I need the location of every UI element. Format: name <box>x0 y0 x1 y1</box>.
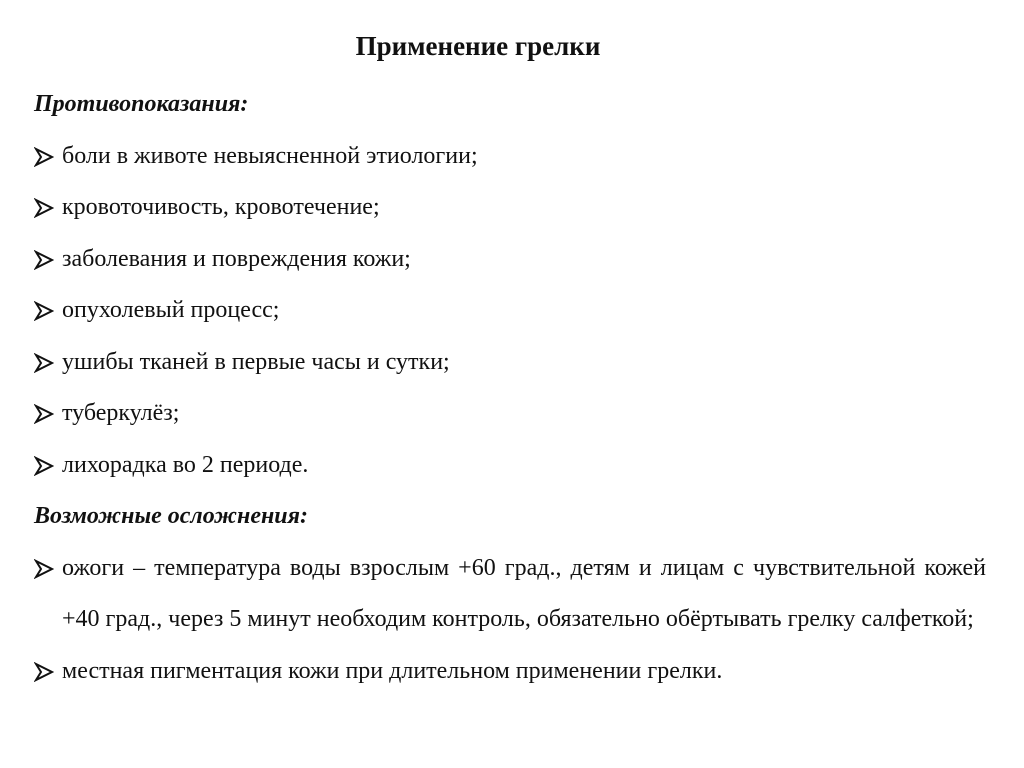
list-item-text: туберкулёз; <box>62 400 180 426</box>
list-item-text: заболевания и повреждения кожи; <box>62 245 411 272</box>
list-item-text: местная пигментация кожи при длительном применении грелки. <box>62 657 723 684</box>
list-item-text: боли в животе невыясненной этиологии; <box>62 142 478 169</box>
arrowhead-bullet-icon <box>34 662 54 682</box>
list-item <box>34 543 986 646</box>
arrowhead-bullet-icon <box>34 456 54 476</box>
arrowhead-bullet-icon <box>34 353 54 373</box>
arrowhead-bullet-icon <box>34 147 54 167</box>
page-title: Применение грелки <box>355 31 601 61</box>
list-item-text: опухолевый процесс; <box>62 297 280 323</box>
section-heading: Возможные осложнения: <box>34 503 309 529</box>
arrowhead-bullet-icon <box>34 404 54 424</box>
list-item <box>34 285 986 337</box>
arrowhead-bullet-icon <box>34 301 54 321</box>
arrowhead-bullet-icon <box>34 559 54 579</box>
section-contraindications <box>34 79 986 491</box>
list-item <box>34 337 986 389</box>
arrowhead-bullet-icon <box>34 250 54 270</box>
list-item-text: ушибы тканей в первые часы и сутки; <box>62 348 450 375</box>
list-item <box>34 646 986 698</box>
list-item-text: кровоточивость, кровотечение; <box>62 194 380 220</box>
list-item <box>34 131 986 183</box>
list-item <box>34 440 986 492</box>
complications-list <box>34 543 986 698</box>
list-item-text: ожоги – температура воды взрослым +60 град., детям и лицам с чувствительной кожей +40 град., через 5 минут необходим контроль, обязательно обёртывать грелку салфеткой; <box>62 554 986 632</box>
list-item <box>34 234 986 286</box>
section-heading: Противопоказания: <box>34 91 249 117</box>
list-item-text: лихорадка во 2 периоде. <box>62 451 309 478</box>
contraindications-list <box>34 131 986 492</box>
section-complications <box>34 491 986 697</box>
arrowhead-bullet-icon <box>34 198 54 218</box>
list-item <box>34 388 986 440</box>
list-item <box>34 182 986 234</box>
document-content <box>34 79 986 697</box>
